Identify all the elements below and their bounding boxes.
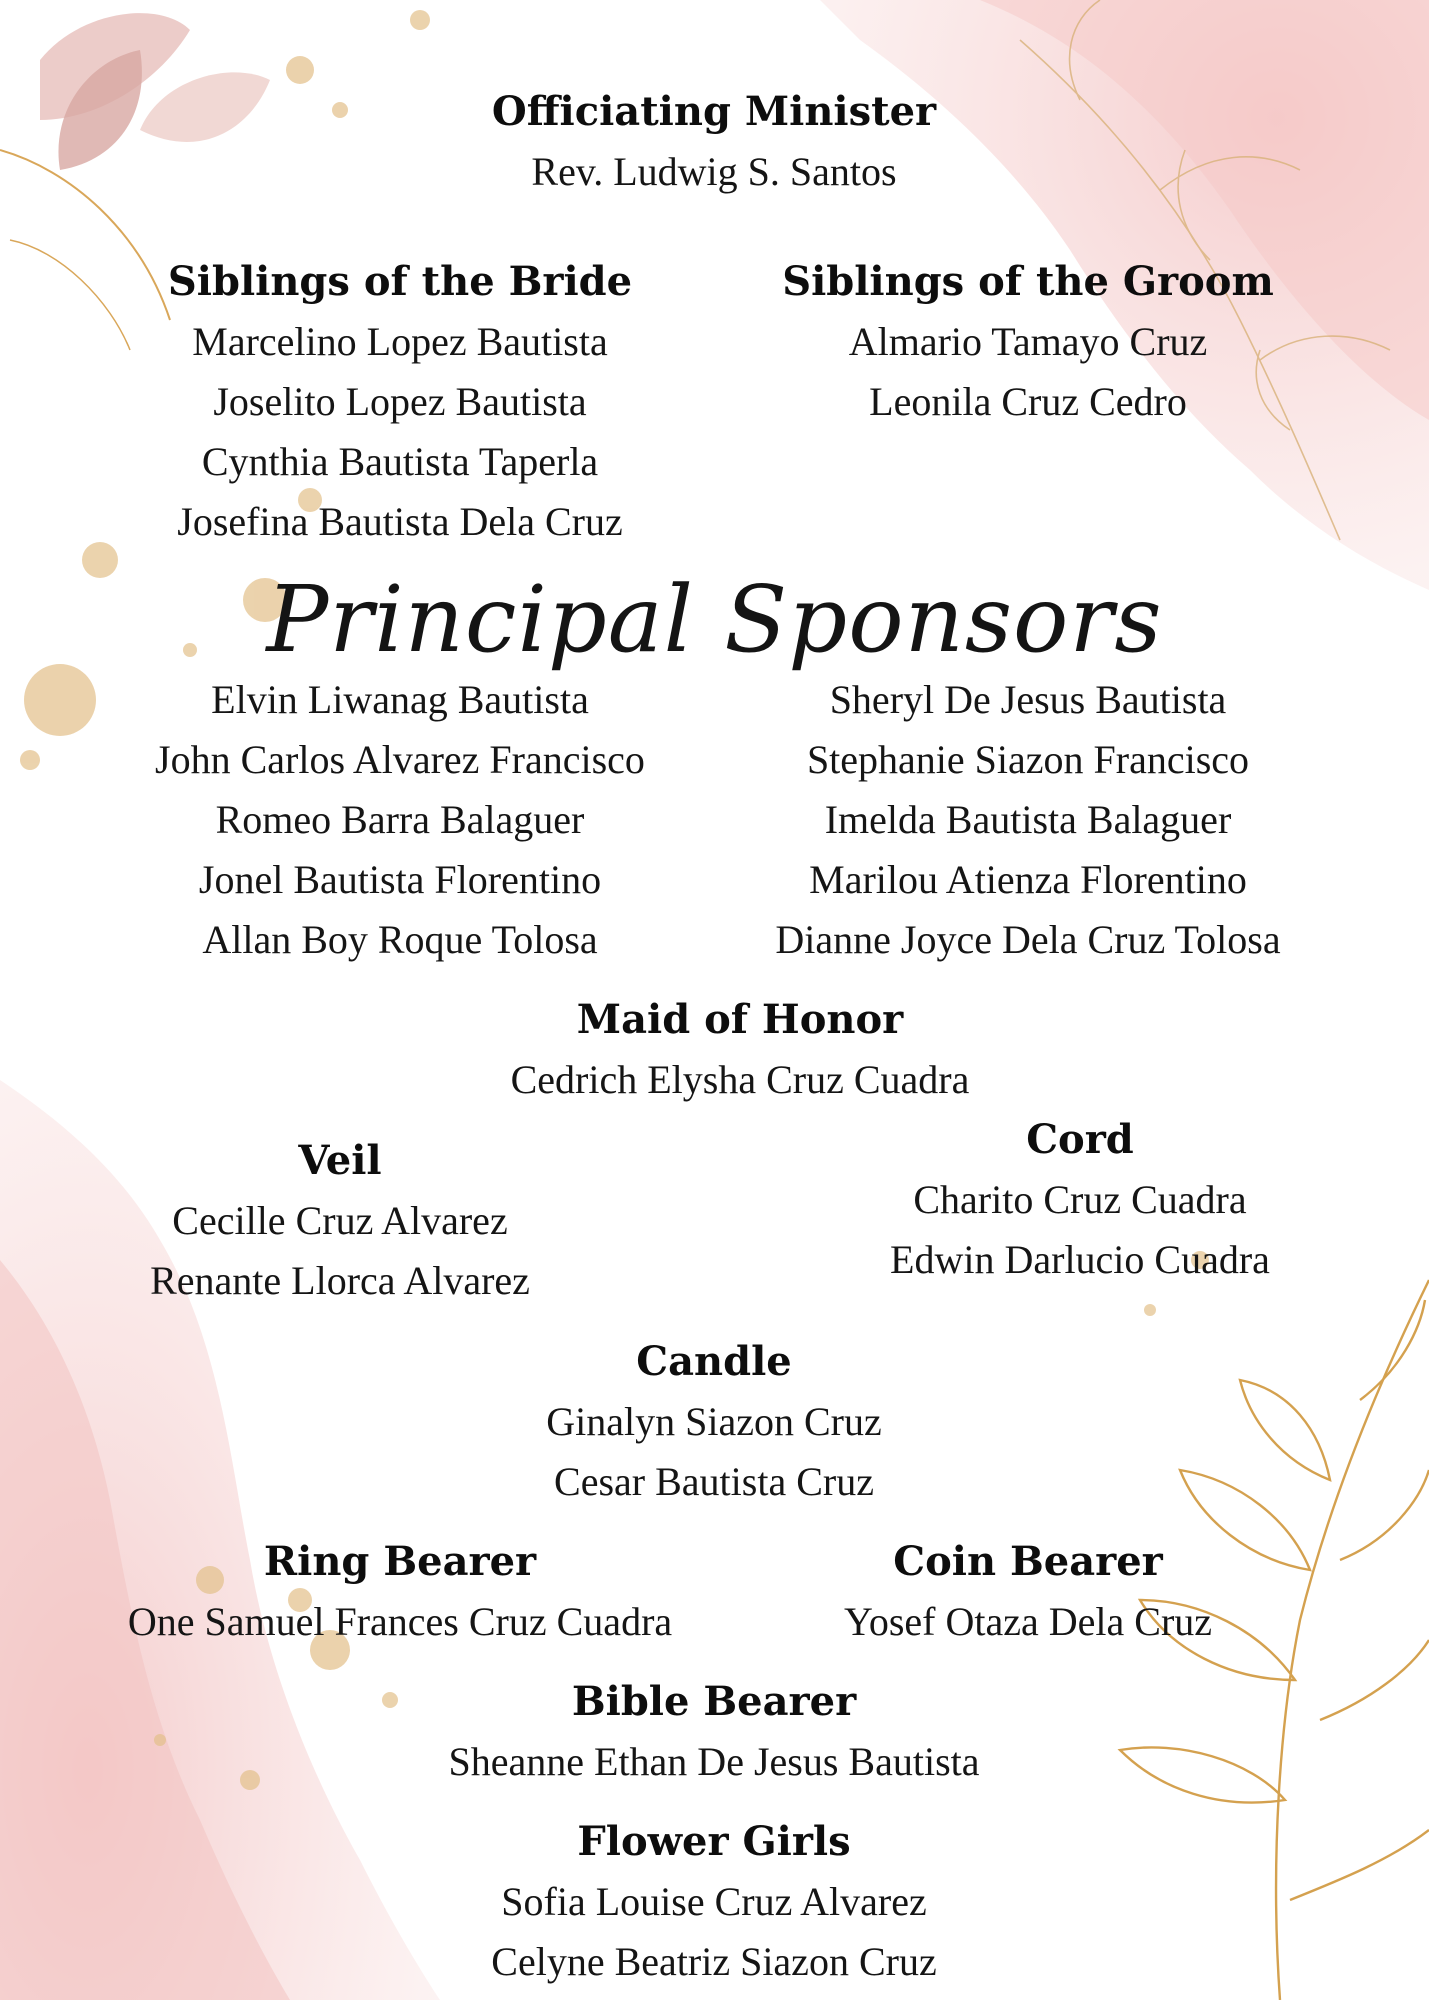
principal-sponsors-title: Principal Sponsors (266, 566, 1163, 673)
list-item: Ginalyn Siazon Cruz (546, 1399, 882, 1444)
siblings-groom-section (728, 252, 1328, 432)
list-item: Marilou Atienza Florentino (809, 857, 1247, 902)
coin-bearer-name: Yosef Otaza Dela Cruz (843, 1599, 1213, 1644)
list-item: Dianne Joyce Dela Cruz Tolosa (775, 917, 1281, 962)
flower-girls-section (414, 1812, 1014, 1992)
maid-of-honor-heading: Maid of Honor (576, 996, 904, 1043)
list-item: Josefina Bautista Dela Cruz (177, 499, 623, 544)
list-item: Imelda Bautista Balaguer (824, 797, 1232, 842)
cord-section (800, 1110, 1360, 1290)
principal-sponsors-right (728, 670, 1328, 970)
list-item: Charito Cruz Cuadra (913, 1177, 1247, 1222)
list-item: Sofia Louise Cruz Alvarez (501, 1879, 927, 1924)
list-item: Celyne Beatriz Siazon Cruz (491, 1939, 937, 1984)
maid-of-honor-name: Cedrich Elysha Cruz Cuadra (510, 1057, 970, 1102)
list-item: Cynthia Bautista Taperla (201, 439, 599, 484)
maid-of-honor-section (440, 990, 1040, 1110)
list-item: Romeo Barra Balaguer (215, 797, 585, 842)
veil-heading: Veil (298, 1137, 382, 1184)
list-item: Almario Tamayo Cruz (848, 319, 1208, 364)
list-item: Edwin Darlucio Cuadra (890, 1237, 1270, 1282)
cord-heading: Cord (1026, 1116, 1134, 1163)
officiating-minister-section (414, 82, 1014, 202)
bible-bearer-heading: Bible Bearer (571, 1678, 857, 1725)
siblings-bride-section (100, 252, 700, 552)
list-item: Elvin Liwanag Bautista (211, 677, 589, 722)
ring-bearer-heading: Ring Bearer (263, 1538, 537, 1585)
candle-heading: Candle (636, 1338, 792, 1385)
ring-bearer-section (60, 1532, 740, 1652)
list-item: Cesar Bautista Cruz (554, 1459, 874, 1504)
principal-sponsors-left (100, 670, 700, 970)
siblings-groom-heading: Siblings of the Groom (782, 258, 1274, 305)
list-item: Marcelino Lopez Bautista (192, 319, 608, 364)
coin-bearer-heading: Coin Bearer (893, 1538, 1163, 1585)
candle-section (414, 1332, 1014, 1512)
bible-bearer-section (364, 1672, 1064, 1792)
list-item: John Carlos Alvarez Francisco (155, 737, 645, 782)
bible-bearer-name: Sheanne Ethan De Jesus Bautista (448, 1739, 980, 1784)
ring-bearer-name: One Samuel Frances Cruz Cuadra (127, 1599, 673, 1644)
flower-girls-heading: Flower Girls (577, 1818, 851, 1865)
officiating-minister-heading: Officiating Minister (491, 88, 937, 135)
veil-section (60, 1131, 620, 1311)
coin-bearer-section (748, 1532, 1308, 1652)
list-item: Sheryl De Jesus Bautista (829, 677, 1227, 722)
list-item: Cecille Cruz Alvarez (172, 1198, 508, 1243)
officiating-minister-name: Rev. Ludwig S. Santos (531, 149, 897, 194)
list-item: Joselito Lopez Bautista (213, 379, 587, 424)
list-item: Leonila Cruz Cedro (869, 379, 1187, 424)
list-item: Stephanie Siazon Francisco (806, 737, 1250, 782)
list-item: Allan Boy Roque Tolosa (202, 917, 598, 962)
siblings-bride-heading: Siblings of the Bride (167, 258, 633, 305)
list-item: Jonel Bautista Florentino (198, 857, 602, 902)
list-item: Renante Llorca Alvarez (150, 1258, 530, 1303)
